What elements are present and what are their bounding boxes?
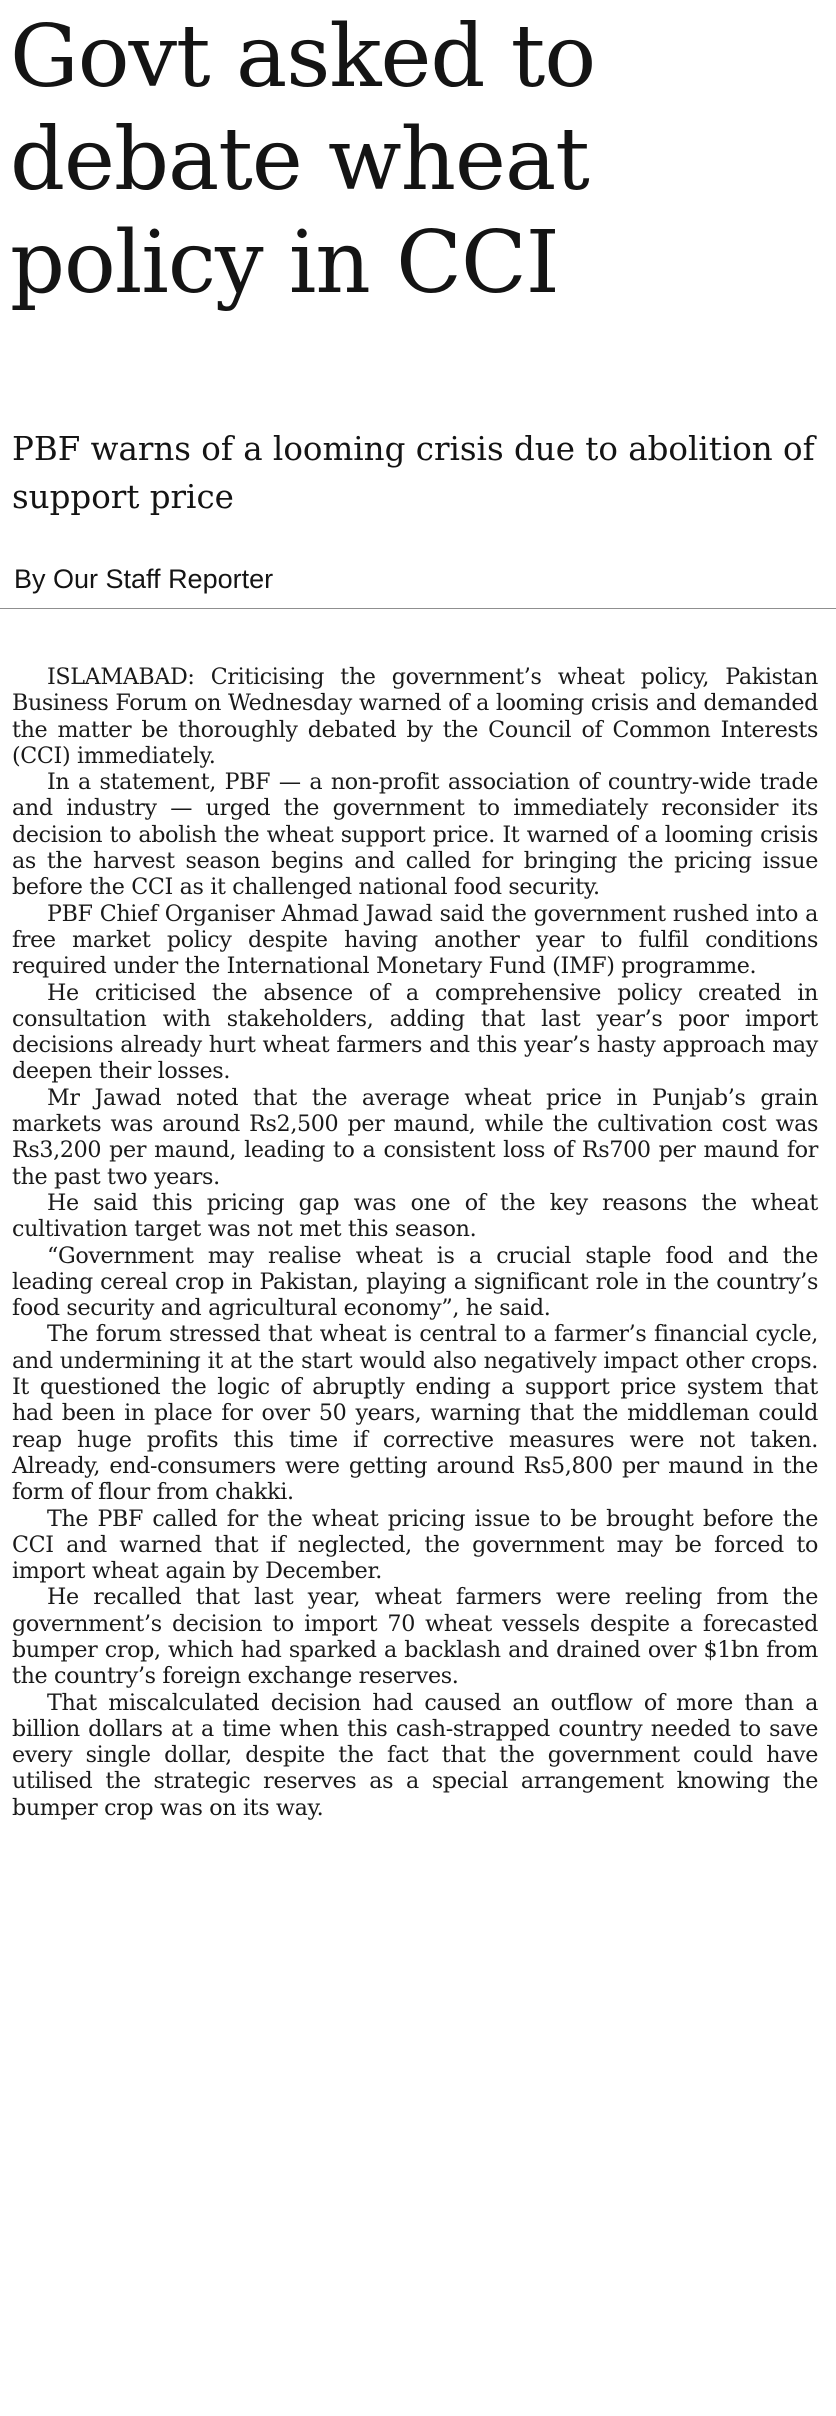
paragraph: He recalled that last year, wheat farmers were reeling from the government’s decision to import 70 wheat vessels despite a forecasted bumper crop, which had sparked a backlash and drained over $1bn from the country’s foreign exchange reserves. xyxy=(12,1584,818,1690)
paragraph: The PBF called for the wheat pricing issue to be brought before the CCI and warned that if neglected, the government may be forced to import wheat again by December. xyxy=(12,1505,818,1585)
paragraph: In a statement, PBF — a non-profit association of country-wide trade and industry — urged the government to immediately reconsider its decision to abolish the wheat support price. It warned of a looming crisis as the harvest season begins and called for bringing the pricing issue before the CCI as it challenged national food security. xyxy=(12,769,818,901)
paragraph: “Government may realise wheat is a crucial staple food and the leading cereal crop in Pakistan, playing a significant role in the country’s food security and agricultural economy”, he said. xyxy=(12,1242,818,1322)
paragraph: That miscalculated decision had caused an outflow of more than a billion dollars at a time when this cash-strapped country needed to save every single dollar, despite the fact that the government could have utilised the strategic reserves as a special arrangement knowing the bumper crop was on its way. xyxy=(12,1689,818,1821)
paragraph: PBF Chief Organiser Ahmad Jawad said the government rushed into a free market policy despite having another year to fulfil conditions required under the International Monetary Fund (IMF) programme. xyxy=(12,900,818,980)
paragraph: He criticised the absence of a comprehensive policy created in consultation with stakeholders, adding that last year’s poor import decisions already hurt wheat farmers and this year’s hasty approach may deepen their losses. xyxy=(12,979,818,1085)
paragraph: The forum stressed that wheat is central to a farmer’s financial cycle, and undermining it at the start would also negatively impact other crops. It questioned the logic of abruptly ending a support price system that had been in place for over 50 years, warning that the middleman could reap huge profits this time if corrective measures were not taken. Already, end-consumers were getting around Rs5,800 per maund in the form of flour from chakki. xyxy=(12,1321,818,1506)
article-body xyxy=(12,664,818,1821)
byline-divider xyxy=(0,608,836,609)
paragraph: Mr Jawad noted that the average wheat price in Punjab’s grain markets was around Rs2,500 per maund, while the cultivation cost was Rs3,200 per maund, leading to a consistent loss of Rs700 per maund for the past two years. xyxy=(12,1084,818,1190)
paragraph: He said this pricing gap was one of the key reasons the wheat cultivation target was not met this season. xyxy=(12,1189,818,1243)
subheadline: PBF warns of a looming crisis due to abolition of support price xyxy=(12,430,815,516)
headline: Govt asked to debate wheat policy in CCI xyxy=(10,7,596,313)
paragraph: ISLAMABAD: Criticising the government’s wheat policy, Pakistan Business Forum on Wednesday warned of a looming crisis and demanded the matter be thoroughly debated by the Council of Common Interests (CCI) immediately. xyxy=(12,664,818,769)
byline: By Our Staff Reporter xyxy=(14,564,274,594)
